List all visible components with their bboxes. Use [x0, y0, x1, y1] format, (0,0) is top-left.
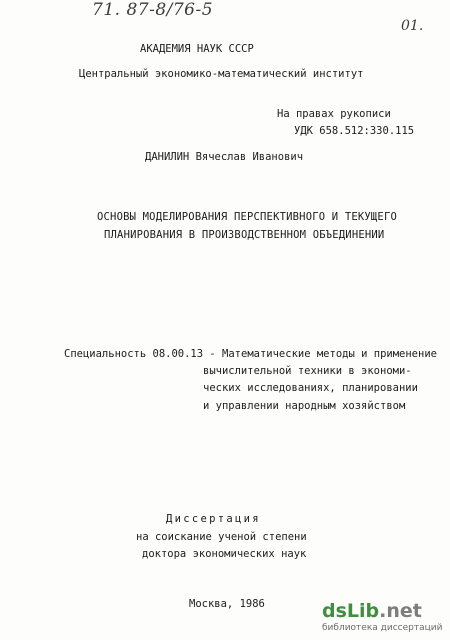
- specialty-line-3: ческих исследованиях, планировании: [203, 382, 418, 394]
- degree-line-1: на соискание ученой степени: [136, 531, 307, 543]
- dslib-watermark: [322, 602, 442, 634]
- watermark-brand-tld: .net: [379, 600, 422, 622]
- specialty-label: Специальность 08.00.13 - Математические методы и применение: [64, 348, 437, 360]
- manuscript-rights-note: На правах рукописи: [277, 108, 391, 120]
- udc-code: УДК 658.512:330.115: [294, 125, 415, 137]
- author-name: ДАНИЛИН Вячеслав Иванович: [145, 151, 304, 163]
- degree-line-2: доктора экономических наук: [142, 548, 307, 560]
- specialty-line-4: и управлении народным хозяйством: [203, 400, 406, 412]
- academy-name: АКАДЕМИЯ НАУК СССР: [140, 43, 254, 55]
- institute-name: Центральный экономико-математический институт: [79, 68, 364, 80]
- handwritten-sheet-number: 01.: [401, 18, 424, 34]
- watermark-tagline: библиотека диссертаций: [322, 623, 443, 633]
- title-line-1: ОСНОВЫ МОДЕЛИРОВАНИЯ ПЕРСПЕКТИВНОГО И ТЕКУЩЕГО: [97, 211, 397, 223]
- watermark-brand-main: dsLib: [322, 600, 380, 622]
- city-year: Москва, 1986: [189, 598, 265, 610]
- watermark-logo: [322, 602, 422, 621]
- handwritten-archive-code: 71. 87-8/76-5: [92, 0, 214, 20]
- title-line-2: ПЛАНИРОВАНИЯ В ПРОИЗВОДСТВЕННОМ ОБЪЕДИНЕНИИ: [104, 229, 385, 241]
- specialty-line-2: вычислительной техники в экономи-: [203, 365, 412, 377]
- dissertation-heading: Диссертация: [166, 513, 261, 525]
